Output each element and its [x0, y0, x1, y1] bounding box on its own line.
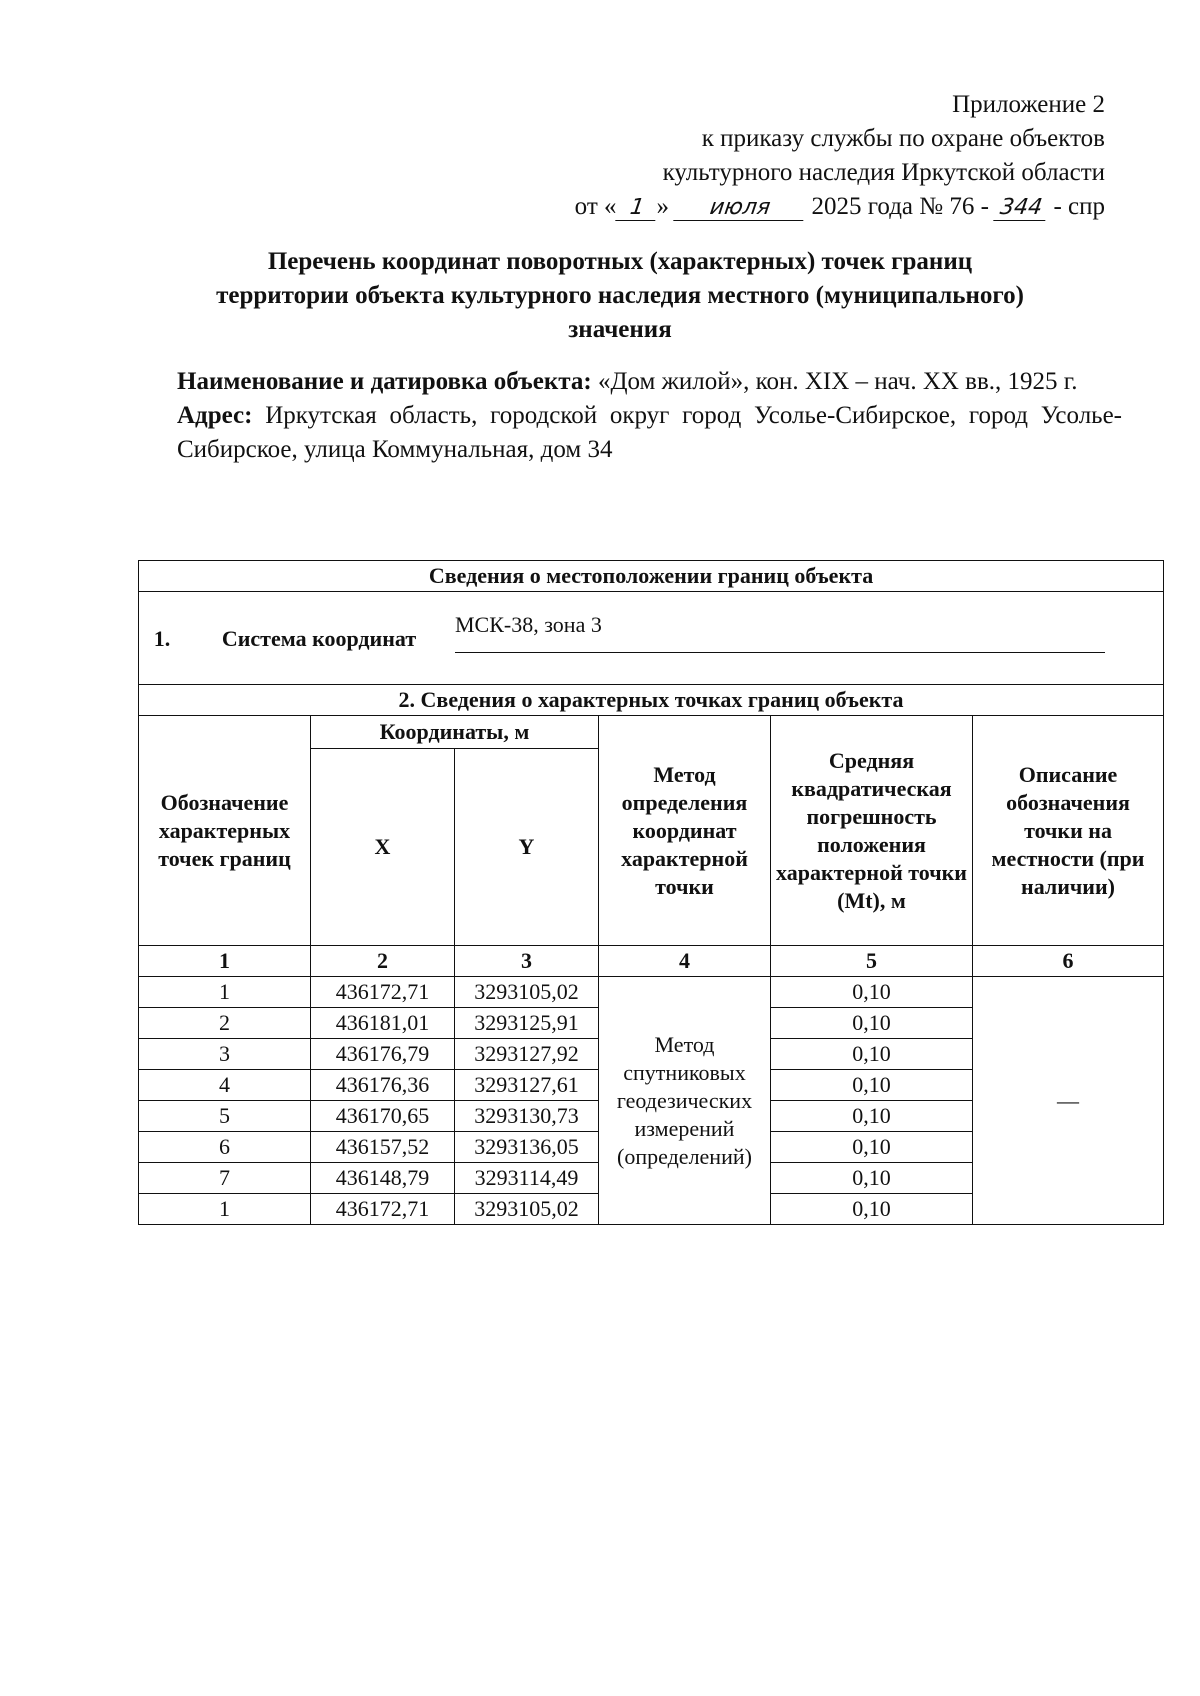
- point-id: 7: [139, 1163, 311, 1194]
- coord-y: 3293125,91: [455, 1008, 599, 1039]
- col-number-2: 2: [311, 946, 455, 977]
- method-cell: Метод спутниковых геодезических измерений (определений): [599, 977, 771, 1225]
- object-address-label: Адрес:: [177, 402, 253, 429]
- description-cell: —: [973, 977, 1164, 1225]
- header-x: X: [311, 749, 455, 946]
- title-line-3: значения: [568, 316, 672, 343]
- section1-title: Сведения о местоположении границ объекта: [139, 561, 1164, 592]
- appendix-header: [425, 88, 1105, 224]
- object-name-value: «Дом жилой», кон. XIX – нач. XX вв., 1925 г.: [597, 368, 1078, 395]
- system-label: Система координат: [221, 626, 417, 651]
- coord-x: 436181,01: [311, 1008, 455, 1039]
- object-name-paragraph: [177, 365, 1122, 399]
- mt-value: 0,10: [771, 1194, 973, 1225]
- coord-y: 3293105,02: [455, 1194, 599, 1225]
- coordinate-system-value: МСК-38, зона 3: [455, 612, 1105, 653]
- col-number-4: 4: [599, 946, 771, 977]
- object-address-paragraph: [177, 399, 1122, 467]
- coord-x: 436148,79: [311, 1163, 455, 1194]
- coordinates-table: [138, 560, 1164, 1225]
- header-coords: Координаты, м: [311, 716, 599, 749]
- table-row: [139, 977, 1164, 1008]
- coord-y: 3293127,92: [455, 1039, 599, 1070]
- title-line-1: Перечень координат поворотных (характерных) точек границ: [267, 248, 973, 275]
- coord-x: 436172,71: [311, 1194, 455, 1225]
- header-designation: Обозначение характерных точек границ: [139, 716, 311, 946]
- document-title: [140, 245, 1100, 347]
- date-prefix: от «: [574, 193, 617, 220]
- header-y: Y: [455, 749, 599, 946]
- col-number-5: 5: [771, 946, 973, 977]
- point-id: 4: [139, 1070, 311, 1101]
- coord-x: 436172,71: [311, 977, 455, 1008]
- point-id: 3: [139, 1039, 311, 1070]
- date-quote-close: »: [656, 193, 670, 220]
- mt-value: 0,10: [771, 1008, 973, 1039]
- coord-y: 3293127,61: [455, 1070, 599, 1101]
- col-number-6: 6: [973, 946, 1164, 977]
- mt-value: 0,10: [771, 1101, 973, 1132]
- coord-y: 3293105,02: [455, 977, 599, 1008]
- coord-y: 3293114,49: [455, 1163, 599, 1194]
- appendix-line-3: культурного наследия Иркутской области: [662, 159, 1105, 186]
- point-id: 6: [139, 1132, 311, 1163]
- appendix-date-line: [425, 190, 1105, 224]
- mt-value: 0,10: [771, 1039, 973, 1070]
- point-id: 1: [139, 977, 311, 1008]
- date-suffix: - спр: [1053, 193, 1105, 220]
- section2-title: 2. Сведения о характерных точках границ объекта: [139, 685, 1164, 716]
- appendix-line-2: к приказу службы по охране объектов: [701, 125, 1105, 152]
- coord-y: 3293130,73: [455, 1101, 599, 1132]
- mt-value: 0,10: [771, 977, 973, 1008]
- object-name-label: Наименование и датировка объекта:: [177, 368, 592, 395]
- mt-value: 0,10: [771, 1070, 973, 1101]
- col-number-3: 3: [455, 946, 599, 977]
- mt-value: 0,10: [771, 1132, 973, 1163]
- header-method: Метод определения координат характерной точки: [599, 716, 771, 946]
- object-info: [177, 365, 1122, 467]
- point-id: 5: [139, 1101, 311, 1132]
- system-number: 1.: [153, 626, 171, 651]
- mt-value: 0,10: [771, 1163, 973, 1194]
- coord-x: 436170,65: [311, 1101, 455, 1132]
- coord-x: 436176,79: [311, 1039, 455, 1070]
- col-number-1: 1: [139, 946, 311, 977]
- point-id: 1: [139, 1194, 311, 1225]
- title-line-2: территории объекта культурного наследия местного (муниципального): [216, 282, 1024, 309]
- appendix-line-1: Приложение 2: [952, 91, 1105, 118]
- object-address-value: Иркутская область, городской округ город Усолье-Сибирское, город Усолье-Сибирское, улица Коммунальная, дом 34: [177, 402, 1123, 463]
- coord-y: 3293136,05: [455, 1132, 599, 1163]
- coord-x: 436157,52: [311, 1132, 455, 1163]
- handwritten-day: 1: [615, 196, 659, 221]
- date-year-text: 2025 года № 76 -: [811, 193, 989, 220]
- point-id: 2: [139, 1008, 311, 1039]
- handwritten-number: 344: [993, 196, 1049, 221]
- handwritten-month: июля: [674, 196, 808, 221]
- header-error: Средняя квадратическая погрешность положения характерной точки (Mt), м: [771, 716, 973, 946]
- coord-x: 436176,36: [311, 1070, 455, 1101]
- header-description: Описание обозначения точки на местности (при наличии): [973, 716, 1164, 946]
